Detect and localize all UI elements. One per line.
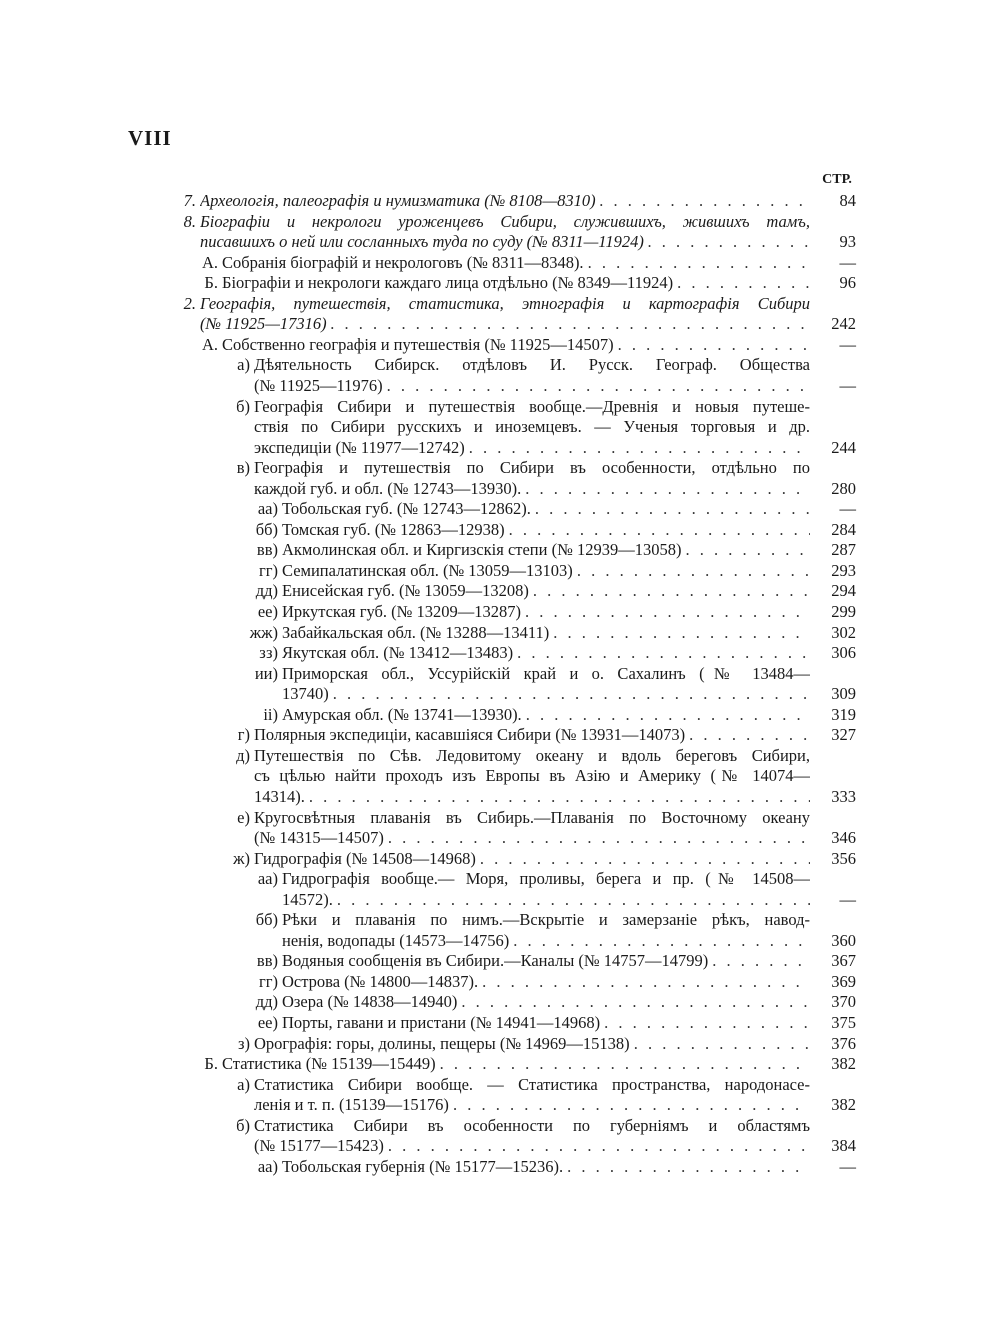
toc-label: б) (236, 1115, 250, 1135)
toc-page-number: 333 (831, 786, 856, 806)
dot-leader (329, 684, 810, 705)
toc-line (244, 972, 810, 993)
dot-leader (457, 992, 810, 1013)
toc-page-number: 93 (839, 232, 856, 252)
toc-page-number: 96 (839, 273, 856, 293)
toc-page-number: 293 (831, 560, 856, 580)
toc-entry-text: 14314). (254, 786, 305, 806)
toc-label: аа) (257, 499, 278, 519)
toc-page-number: 284 (831, 519, 856, 539)
toc-entry-text: Географія Сибири и путешествія вообще.—Древнія и новыя путеше- (254, 396, 810, 416)
toc-entry-text: Акмолинская обл. и Киргизскія степи (№ 12939—13058) (282, 540, 682, 560)
toc-label: ее) (257, 602, 278, 621)
toc-page-number: 294 (831, 581, 856, 601)
toc-entry-text: Енисейская губ. (№ 13059—13208) (282, 581, 529, 601)
toc-label: зз) (259, 643, 278, 663)
toc-page-number: 242 (831, 314, 856, 334)
toc-page-number: 376 (831, 1033, 856, 1053)
toc-line (228, 725, 810, 746)
toc-entry-text: Острова (№ 14800—14837). (282, 971, 479, 991)
toc-line (228, 355, 810, 376)
toc-page-number: — (839, 375, 856, 395)
toc-label: д) (236, 745, 250, 765)
toc-label: дд) (255, 581, 278, 601)
toc-page-number: — (839, 252, 856, 272)
toc-line (282, 684, 810, 705)
toc-entry-text: (№ 11925—17316) (200, 314, 327, 334)
dot-leader (478, 972, 810, 993)
toc-label: бб) (255, 910, 278, 930)
dot-leader (685, 725, 810, 746)
toc-label: А. (201, 252, 218, 272)
toc-page-number: 384 (831, 1136, 856, 1156)
toc-line (200, 273, 810, 294)
toc-page-number: — (839, 1156, 856, 1176)
toc-label: е) (237, 807, 250, 827)
page-number: VIII (128, 126, 172, 150)
toc-label: 2. (183, 293, 196, 313)
toc-page-number: 382 (831, 1054, 856, 1074)
toc-line (244, 910, 810, 931)
toc-line (244, 992, 810, 1013)
toc-page-number: 367 (831, 951, 856, 971)
toc-line (244, 540, 810, 561)
toc-label: бб) (255, 519, 278, 539)
toc-label: 7. (183, 191, 196, 210)
toc-line (200, 335, 810, 356)
toc-line (172, 212, 810, 233)
dot-leader (305, 787, 810, 808)
toc-line (228, 808, 810, 829)
toc-label: А. (201, 334, 218, 354)
toc-label: а) (237, 1074, 250, 1094)
toc-line (244, 1013, 810, 1034)
toc-line (254, 828, 810, 849)
toc-entry-text: Статистика Сибири въ особенности по губерніямъ и областямъ (254, 1115, 810, 1135)
dot-leader (383, 376, 810, 397)
toc-page-number: 369 (831, 971, 856, 991)
toc-line (244, 951, 810, 972)
toc-entry-text: Рѣки и плаванія по нимъ.—Вскрытіе и замерзаніе рѣкъ, навод- (282, 910, 810, 930)
dot-leader (521, 602, 810, 623)
dot-leader (521, 479, 810, 500)
dot-leader (681, 540, 810, 561)
toc-entry-text: (№ 14315—14507) (254, 828, 384, 848)
toc-line (244, 561, 810, 582)
dot-leader (614, 335, 810, 356)
toc-line (200, 253, 810, 274)
toc-line (228, 458, 810, 479)
toc-entry-text: Приморская обл., Уссурійскій край и о. Сахалинъ (№ 13484— (282, 663, 810, 683)
toc-label: іі) (263, 704, 278, 724)
toc-entry-text: Статистика Сибири вообще. — Статистика пространства, народонасе- (254, 1074, 810, 1094)
toc-line (200, 314, 810, 335)
dot-leader (644, 232, 810, 253)
toc-entry-text: Археологія, палеографія и нумизматика (№ 8108—8310) (200, 191, 596, 210)
toc-entry-text: Тобольская губернія (№ 15177—15236). (282, 1156, 564, 1176)
toc-label: ии) (254, 663, 278, 683)
toc-entry-text: Томская губ. (№ 12863—12938) (282, 519, 505, 539)
toc-entry-text: Якутская обл. (№ 13412—13483) (282, 643, 514, 663)
toc-line (244, 581, 810, 602)
toc-line (228, 746, 810, 767)
toc-page-number: 356 (831, 848, 856, 868)
toc-entry-text: Иркутская губ. (№ 13209—13287) (282, 602, 522, 621)
toc-entry-text: 13740) (282, 684, 329, 704)
toc-label: жж) (249, 622, 278, 642)
toc-entry-text: Орографія: горы, долины, пещеры (№ 14969—15138) (254, 1033, 630, 1053)
toc-label: а) (237, 355, 250, 375)
toc-line (244, 520, 810, 541)
toc-entry-text: (№ 11925—11976) (254, 375, 383, 395)
toc-entry-text: Порты, гавани и пристани (№ 14941—14968) (282, 1013, 601, 1032)
toc-page-number: 346 (831, 828, 856, 848)
dot-leader (384, 1136, 810, 1157)
toc-line (244, 643, 810, 664)
toc-entry-text: Полярныя экспедиціи, касавшіяся Сибири (№ 13931—14073) (254, 725, 686, 745)
toc-label: Б. (204, 1054, 218, 1074)
dot-leader (600, 1013, 810, 1034)
toc-line (254, 766, 810, 787)
toc-entry-text: Забайкальская обл. (№ 13288—13411) (282, 622, 550, 642)
toc-line (228, 1075, 810, 1096)
toc-label: аа) (257, 869, 278, 889)
toc-entry-text: Дѣятельность Сибирск. отдѣловъ И. Русск. Географ. Общества (254, 355, 810, 375)
toc-line (254, 1095, 810, 1116)
toc-line (228, 1116, 810, 1137)
toc-line (244, 602, 810, 623)
toc-entry-text: Кругосвѣтныя плаванія въ Сибирь.—Плаванія по Восточному океану (254, 807, 810, 827)
dot-leader (327, 314, 810, 335)
toc-line (244, 664, 810, 685)
toc-line (282, 931, 810, 952)
toc-line (200, 232, 810, 253)
toc-label: Б. (204, 273, 218, 293)
toc-label: гг) (258, 560, 278, 580)
toc-line (228, 849, 810, 870)
toc-page-number: 302 (831, 622, 856, 642)
toc-page-number: — (839, 889, 856, 909)
toc-line (254, 438, 810, 459)
toc-label: ее) (257, 1013, 278, 1032)
toc-line (282, 890, 810, 911)
toc-entry-text: Статистика (№ 15139—15449) (222, 1054, 436, 1074)
toc-label: дд) (255, 992, 278, 1012)
dot-leader (673, 273, 810, 294)
toc-entry-text: ленія и т. п. (15139—15176) (254, 1095, 449, 1115)
toc-page-number: 306 (831, 643, 856, 663)
toc-page-number: 309 (831, 684, 856, 704)
toc-line (172, 191, 810, 212)
toc-line (244, 869, 810, 890)
toc-entry-text: Гидрографія (№ 14508—14968) (254, 848, 476, 868)
toc-line (200, 1054, 810, 1075)
dot-leader (522, 705, 810, 726)
dot-leader (549, 623, 810, 644)
toc-entry-text: Географія, путешествія, статистика, этнографія и картографія Сибири (200, 293, 810, 313)
toc-label: ж) (233, 848, 250, 868)
dot-leader (465, 438, 810, 459)
toc-line (172, 294, 810, 315)
dot-leader (509, 931, 810, 952)
toc-line (254, 376, 810, 397)
dot-leader (708, 951, 810, 972)
dot-leader (573, 561, 810, 582)
toc-entry-text: (№ 15177—15423) (254, 1136, 384, 1156)
toc-entry-text: писавшихъ о ней или сосланныхъ туда по суду (№ 8311—11924) (200, 232, 644, 252)
toc-line (228, 1034, 810, 1055)
toc-entry-text: экспедиціи (№ 11977—12742) (254, 437, 465, 457)
dot-leader (436, 1054, 810, 1075)
toc-line (254, 417, 810, 438)
toc-page-number: 299 (831, 602, 856, 621)
dot-leader (529, 581, 810, 602)
toc-line (254, 1136, 810, 1157)
toc-line (254, 479, 810, 500)
dot-leader (449, 1095, 810, 1116)
toc-entry-text: каждой губ. и обл. (№ 12743—13930). (254, 478, 522, 498)
toc-entry-text: ствія по Сибири русскихъ и иноземцевъ. — Ученыя торговыя и др. (254, 417, 810, 437)
dot-leader (596, 191, 810, 212)
toc-entry-text: съ цѣлью найти проходъ изъ Европы въ Азію и Америку (№ 14074— (254, 766, 810, 786)
toc-entry-text: Гидрографія вообще.— Моря, проливы, берега и пр. (№ 14508— (282, 869, 810, 889)
dot-leader (513, 643, 810, 664)
toc-page-number: 287 (831, 540, 856, 560)
toc-label: 8. (183, 211, 196, 231)
toc-label: в) (236, 458, 250, 478)
page-column-label: СТР. (822, 172, 852, 187)
toc-page-number: 360 (831, 930, 856, 950)
dot-leader (563, 1157, 810, 1178)
dot-leader (384, 828, 810, 849)
toc-label: аа) (257, 1156, 278, 1176)
toc-line (254, 787, 810, 808)
toc-label: з) (237, 1033, 250, 1053)
toc-entry-text: Тобольская губ. (№ 12743—12862). (282, 499, 531, 519)
dot-leader (505, 520, 810, 541)
toc-entry-text: Озера (№ 14838—14940) (282, 992, 458, 1012)
toc-line (228, 397, 810, 418)
toc-label: вв) (256, 951, 278, 971)
toc-entry-text: Амурская обл. (№ 13741—13930). (282, 704, 522, 724)
toc-entry-text: 14572). (282, 889, 333, 909)
toc-page-number: — (839, 499, 856, 519)
toc-page-number: 327 (831, 725, 856, 745)
toc-entry-text: Семипалатинская обл. (№ 13059—13103) (282, 560, 573, 580)
toc-label: б) (236, 396, 250, 416)
toc-entry-text: Собранія біографій и некрологовъ (№ 8311—8348). (222, 252, 584, 272)
toc-entry-text: Біографіи и некрологи каждаго лица отдѣльно (№ 8349—11924) (222, 273, 674, 293)
toc-page-number: 375 (831, 1013, 856, 1032)
toc-entry-text: Географія и путешествія по Сибири въ особенности, отдѣльно по (254, 458, 810, 478)
toc-entry-text: Собственно географія и путешествія (№ 11925—14507) (222, 334, 614, 354)
dot-leader (531, 499, 810, 520)
toc-page-number: 280 (831, 478, 856, 498)
toc-page-number: — (839, 334, 856, 354)
toc-entry-text: Водяныя сообщенія въ Сибири.—Каналы (№ 14757—14799) (282, 951, 709, 971)
dot-leader (630, 1034, 810, 1055)
dot-leader (333, 890, 810, 911)
toc-line (236, 623, 810, 644)
toc-entry-text: Біографіи и некрологи уроженцевъ Сибири, служившихъ, жившихъ тамъ, (200, 211, 810, 231)
toc-page-number: 370 (831, 992, 856, 1012)
toc-line (244, 1157, 810, 1178)
toc-label: вв) (256, 540, 278, 560)
toc-label: г) (237, 725, 250, 745)
toc-page-number: 244 (831, 437, 856, 457)
toc-line (244, 499, 810, 520)
toc-entry-text: Путешествія по Сѣв. Ледовитому океану и вдоль береговъ Сибири, (254, 745, 810, 765)
toc-label: гг) (258, 971, 278, 991)
toc-page-number: 319 (831, 704, 856, 724)
toc-page-number: 84 (839, 191, 856, 210)
toc-page-number: 382 (831, 1095, 856, 1115)
dot-leader (584, 253, 810, 274)
toc-line (244, 705, 810, 726)
dot-leader (476, 849, 810, 870)
toc-entry-text: ненія, водопады (14573—14756) (282, 930, 510, 950)
